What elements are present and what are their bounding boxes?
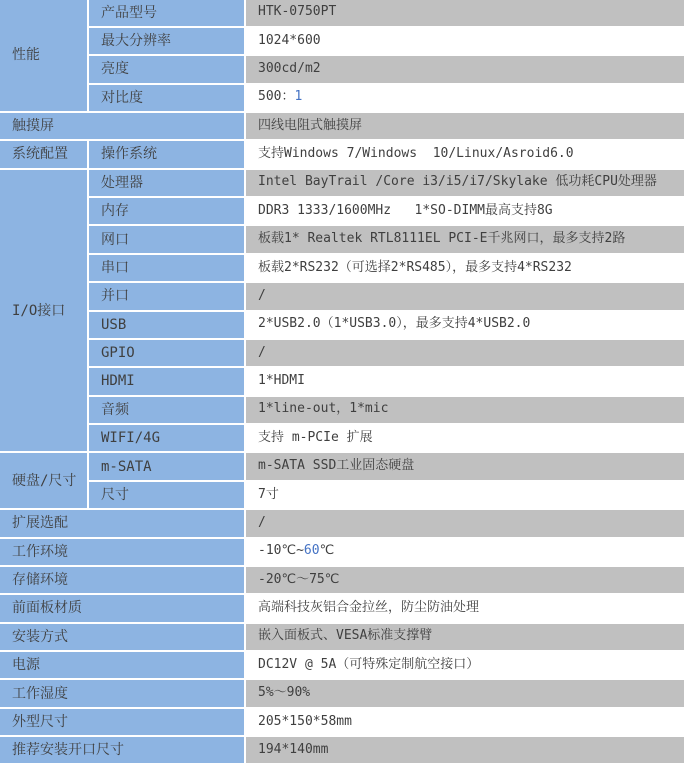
value-cell: 7寸 (245, 481, 684, 509)
spec-row (0, 112, 684, 140)
value-cell: Intel BayTrail /Core i3/i5/i7/Skylake 低功耗CPU处理器 (245, 169, 684, 197)
subcategory-cell: 操作系统 (88, 140, 245, 168)
spec-row (0, 623, 684, 651)
value-text: 500： (258, 89, 295, 105)
value-cell: -20℃～75℃ (245, 566, 684, 594)
value-cell: 5%～90% (245, 679, 684, 707)
spec-row (0, 736, 684, 763)
category-cell: 安装方式 (0, 623, 245, 651)
spec-row (0, 367, 684, 395)
value-cell: 205*150*58mm (245, 708, 684, 736)
subcategory-cell: GPIO (88, 339, 245, 367)
subcategory-cell: 亮度 (88, 55, 245, 83)
spec-row (0, 594, 684, 622)
value-cell: 支持Windows 7/Windows 10/Linux/Asroid6.0 (245, 140, 684, 168)
spec-row (0, 169, 684, 197)
value-text: -10℃~ (258, 543, 304, 559)
category-cell: 存储环境 (0, 566, 245, 594)
spec-row (0, 424, 684, 452)
subcategory-cell: 串口 (88, 254, 245, 282)
spec-row (0, 566, 684, 594)
spec-row (0, 84, 684, 112)
category-cell: 电源 (0, 651, 245, 679)
category-cell: I/O接口 (0, 169, 88, 453)
category-cell: 性能 (0, 0, 88, 112)
subcategory-cell: HDMI (88, 367, 245, 395)
category-cell: 外型尺寸 (0, 708, 245, 736)
subcategory-cell: 产品型号 (88, 0, 245, 27)
value-cell: HTK-0750PT (245, 0, 684, 27)
value-cell: 194*140mm (245, 736, 684, 763)
category-cell: 硬盘/尺寸 (0, 452, 88, 509)
subcategory-cell: WIFI/4G (88, 424, 245, 452)
category-cell: 系统配置 (0, 140, 88, 168)
value-cell: 四线电阻式触摸屏 (245, 112, 684, 140)
subcategory-cell: 尺寸 (88, 481, 245, 509)
value-cell: / (245, 282, 684, 310)
value-cell: m-SATA SSD工业固态硬盘 (245, 452, 684, 480)
category-cell: 推荐安装开口尺寸 (0, 736, 245, 763)
value-cell: 300cd/m2 (245, 55, 684, 83)
value-cell: 高端科技灰铝合金拉丝，防尘防油处理 (245, 594, 684, 622)
spec-row (0, 679, 684, 707)
spec-row (0, 140, 684, 168)
value-cell: 嵌入面板式、VESA标准支撑臂 (245, 623, 684, 651)
spec-row (0, 538, 684, 566)
value-cell: DC12V @ 5A（可特殊定制航空接口） (245, 651, 684, 679)
spec-row (0, 509, 684, 537)
subcategory-cell: USB (88, 311, 245, 339)
value-cell: DDR3 1333/1600MHz 1*SO-DIMM最高支持8G (245, 197, 684, 225)
spec-row (0, 225, 684, 253)
category-cell: 工作湿度 (0, 679, 245, 707)
value-cell: 1024*600 (245, 27, 684, 55)
spec-row (0, 396, 684, 424)
subcategory-cell: 内存 (88, 197, 245, 225)
spec-row (0, 452, 684, 480)
spec-row (0, 0, 684, 27)
spec-row (0, 27, 684, 55)
category-cell: 工作环境 (0, 538, 245, 566)
value-highlight: 60 (303, 543, 320, 559)
value-text: ℃ (319, 543, 335, 559)
value-cell (245, 538, 684, 566)
value-cell (245, 84, 684, 112)
value-cell: 1*HDMI (245, 367, 684, 395)
category-cell: 前面板材质 (0, 594, 245, 622)
subcategory-cell: 处理器 (88, 169, 245, 197)
spec-row (0, 254, 684, 282)
spec-row (0, 311, 684, 339)
category-cell: 触摸屏 (0, 112, 245, 140)
subcategory-cell: 音频 (88, 396, 245, 424)
spec-row (0, 708, 684, 736)
value-cell: / (245, 339, 684, 367)
spec-row (0, 339, 684, 367)
spec-row (0, 481, 684, 509)
value-cell: / (245, 509, 684, 537)
value-cell: 2*USB2.0（1*USB3.0），最多支持4*USB2.0 (245, 311, 684, 339)
spec-row (0, 651, 684, 679)
category-cell: 扩展选配 (0, 509, 245, 537)
subcategory-cell: m-SATA (88, 452, 245, 480)
value-cell: 支持 m-PCIe 扩展 (245, 424, 684, 452)
value-cell: 1*line-out，1*mic (245, 396, 684, 424)
value-cell: 板载2*RS232（可选择2*RS485），最多支持4*RS232 (245, 254, 684, 282)
subcategory-cell: 并口 (88, 282, 245, 310)
subcategory-cell: 对比度 (88, 84, 245, 112)
subcategory-cell: 网口 (88, 225, 245, 253)
spec-row (0, 55, 684, 83)
spec-row (0, 197, 684, 225)
value-cell: 板载1* Realtek RTL8111EL PCI-E千兆网口，最多支持2路 (245, 225, 684, 253)
spec-row (0, 282, 684, 310)
subcategory-cell: 最大分辨率 (88, 27, 245, 55)
value-highlight: 1 (294, 89, 303, 105)
